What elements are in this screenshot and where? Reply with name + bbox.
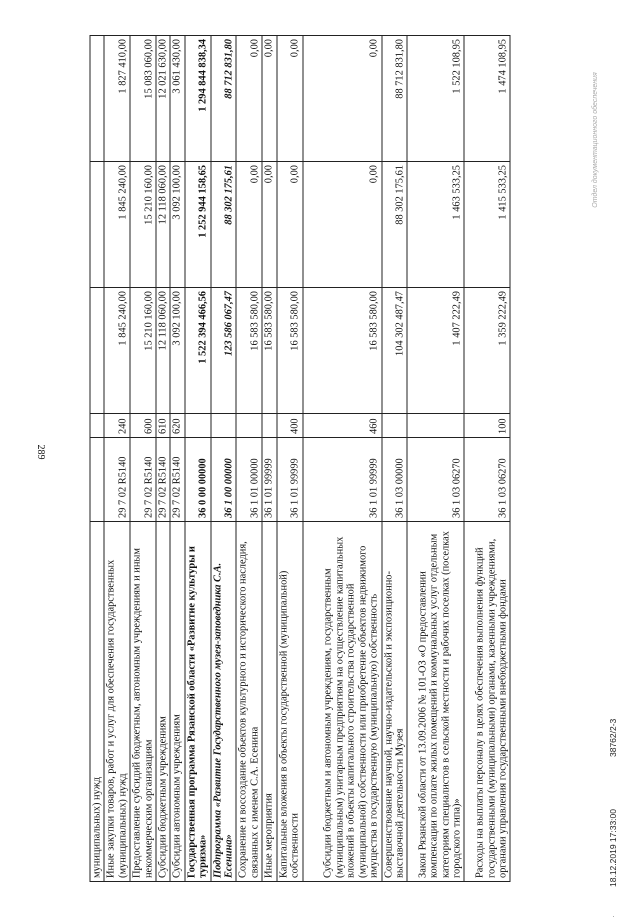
row-expense-type-cell xyxy=(236,414,262,438)
row-amount-year1-cell: 1 359 222,49 xyxy=(464,288,510,414)
row-amount-year1-cell: 1 845 240,00 xyxy=(104,288,130,414)
row-target-code-cell: 29 7 02 R5140 xyxy=(156,438,170,522)
row-expense-type-cell xyxy=(90,414,104,438)
row-expense-type-cell: 620 xyxy=(170,414,184,438)
row-amount-year1-cell: 3 092 100,00 xyxy=(170,288,184,414)
footer-mark: · xyxy=(608,915,618,918)
row-target-code-cell: 29 7 02 R5140 xyxy=(130,438,156,522)
row-amount-year2-cell: 12 118 060,00 xyxy=(156,162,170,288)
table-row xyxy=(407,36,464,882)
row-amount-year1-cell: 16 583 580,00 xyxy=(236,288,262,414)
footer-doc-code: 38762/2-3 xyxy=(608,718,618,757)
row-expense-type-cell xyxy=(382,414,408,438)
row-amount-year3-cell: 3 061 430,00 xyxy=(170,36,184,162)
row-expense-type-cell: 100 xyxy=(464,414,510,438)
row-name-cell: Предоставление субсидий бюджетным, автономным учреждениям и иным некоммерческим организациям xyxy=(130,522,156,882)
footer-timestamp: 18.12.2019 17:33:00 xyxy=(608,809,618,887)
row-amount-year1-cell: 1 407 222,49 xyxy=(407,288,464,414)
row-name-cell: Субсидии бюджетным и автономным учреждениям, государственным (муниципальным) унитарным предприятиям на осуществление капитальных вложений в объекты капитального строительства государственной (муниципальной) собственности или приобретение объектов недвижимого имущества в государственную (муниципальную) собственность xyxy=(303,522,382,882)
row-expense-type-cell: 610 xyxy=(156,414,170,438)
table-row xyxy=(170,36,184,882)
row-expense-type-cell: 460 xyxy=(303,414,382,438)
budget-table-body xyxy=(90,36,510,882)
row-amount-year3-cell: 1 474 108,95 xyxy=(464,36,510,162)
row-amount-year3-cell: 15 083 060,00 xyxy=(130,36,156,162)
page-number: 289 xyxy=(35,444,46,460)
row-amount-year1-cell: 104 302 487,47 xyxy=(382,288,408,414)
row-target-code-cell xyxy=(90,438,104,522)
row-target-code-cell: 29 7 02 R5140 xyxy=(170,438,184,522)
row-name-cell: Подпрограмма «Развитие Государственного музея-заповедника С.А. Есенина» xyxy=(211,522,237,882)
row-target-code-cell: 29 7 02 R5140 xyxy=(104,438,130,522)
row-amount-year2-cell: 3 092 100,00 xyxy=(170,162,184,288)
row-amount-year1-cell: 15 210 160,00 xyxy=(130,288,156,414)
row-amount-year3-cell: 0,00 xyxy=(303,36,382,162)
row-amount-year1-cell: 16 583 580,00 xyxy=(303,288,382,414)
row-amount-year1-cell xyxy=(90,288,104,414)
row-amount-year2-cell: 0,00 xyxy=(277,162,303,288)
row-name-cell: Капитальные вложения в объекты государственной (муниципальной) собственности xyxy=(277,522,303,882)
row-name-cell: Субсидии бюджетным учреждениям xyxy=(156,522,170,882)
row-expense-type-cell xyxy=(211,414,237,438)
row-amount-year2-cell xyxy=(90,162,104,288)
table-row xyxy=(277,36,303,882)
table-row xyxy=(262,36,276,882)
row-name-cell: Иные закупки товаров, работ и услуг для обеспечения государственных (муниципальных) нужд xyxy=(104,522,130,882)
row-amount-year3-cell xyxy=(90,36,104,162)
row-target-code-cell: 36 1 03 06270 xyxy=(464,438,510,522)
table-row xyxy=(104,36,130,882)
row-name-cell: Сохранение и воссоздание объектов культурного и исторического наследия, связанных с именем С.А. Есенина xyxy=(236,522,262,882)
row-name-cell: Государственная программа Рязанской области «Развитие культуры и туризма» xyxy=(185,522,211,882)
row-amount-year3-cell: 88 712 831,80 xyxy=(382,36,408,162)
row-name-cell: Закон Рязанской области от 13.09.2006 № 101-ОЗ «О предоставлении компенсации по оплате жилых помещений и коммунальных услуг отдельным категориям специалистов в сельской местности и рабочих поселках (поселках городского типа)» xyxy=(407,522,464,882)
row-amount-year2-cell: 88 302 175,61 xyxy=(211,162,237,288)
table-row xyxy=(303,36,382,882)
row-expense-type-cell: 400 xyxy=(277,414,303,438)
row-expense-type-cell: 240 xyxy=(104,414,130,438)
row-target-code-cell: 36 1 01 00000 xyxy=(236,438,262,522)
office-stamp: Отдел документационного обеспечения xyxy=(592,72,599,208)
row-amount-year2-cell: 1 845 240,00 xyxy=(104,162,130,288)
row-amount-year3-cell: 1 522 108,95 xyxy=(407,36,464,162)
row-expense-type-cell xyxy=(262,414,276,438)
table-row xyxy=(236,36,262,882)
row-target-code-cell: 36 1 01 99999 xyxy=(303,438,382,522)
row-amount-year2-cell: 0,00 xyxy=(236,162,262,288)
row-amount-year3-cell: 1 294 844 838,34 xyxy=(185,36,211,162)
row-name-cell: Субсидии автономным учреждениям xyxy=(170,522,184,882)
row-amount-year1-cell: 16 583 580,00 xyxy=(262,288,276,414)
row-amount-year2-cell: 88 302 175,61 xyxy=(382,162,408,288)
row-target-code-cell: 36 1 01 99999 xyxy=(262,438,276,522)
row-amount-year2-cell: 15 210 160,00 xyxy=(130,162,156,288)
table-row xyxy=(211,36,237,882)
row-amount-year2-cell: 1 252 944 158,65 xyxy=(185,162,211,288)
row-amount-year1-cell: 12 118 060,00 xyxy=(156,288,170,414)
row-target-code-cell: 36 1 03 06270 xyxy=(407,438,464,522)
row-expense-type-cell xyxy=(407,414,464,438)
budget-table xyxy=(90,35,511,882)
row-target-code-cell: 36 1 00 00000 xyxy=(211,438,237,522)
row-amount-year3-cell: 88 712 831,80 xyxy=(211,36,237,162)
row-name-cell: Расходы на выплаты персоналу в целях обеспечения выполнения функций государственными (муниципальными) органами, казенными учреждениями, органами управления государственными внебюджетными фондами xyxy=(464,522,510,882)
row-amount-year2-cell: 1 415 533,25 xyxy=(464,162,510,288)
row-amount-year2-cell: 0,00 xyxy=(262,162,276,288)
row-expense-type-cell: 600 xyxy=(130,414,156,438)
row-target-code-cell: 36 0 00 00000 xyxy=(185,438,211,522)
row-amount-year1-cell: 16 583 580,00 xyxy=(277,288,303,414)
row-name-cell: Совершенствование научной, научно-издательской и экспозиционно-выставочной деятельности Музея xyxy=(382,522,408,882)
rotated-page xyxy=(90,36,567,882)
row-amount-year3-cell: 1 827 410,00 xyxy=(104,36,130,162)
table-row xyxy=(464,36,510,882)
row-amount-year3-cell: 0,00 xyxy=(236,36,262,162)
row-name-cell: муниципальных) нужд xyxy=(90,522,104,882)
table-row xyxy=(130,36,156,882)
row-amount-year2-cell: 1 463 533,25 xyxy=(407,162,464,288)
row-amount-year1-cell: 123 586 067,47 xyxy=(211,288,237,414)
document-footer xyxy=(606,12,622,918)
row-expense-type-cell xyxy=(185,414,211,438)
table-row xyxy=(382,36,408,882)
row-amount-year3-cell: 0,00 xyxy=(262,36,276,162)
table-row xyxy=(156,36,170,882)
table-row xyxy=(90,36,104,882)
row-amount-year3-cell: 12 021 630,00 xyxy=(156,36,170,162)
row-target-code-cell: 36 1 03 00000 xyxy=(382,438,408,522)
row-name-cell: Иные мероприятия xyxy=(262,522,276,882)
table-row xyxy=(185,36,211,882)
row-target-code-cell: 36 1 01 99999 xyxy=(277,438,303,522)
row-amount-year3-cell: 0,00 xyxy=(277,36,303,162)
row-amount-year2-cell: 0,00 xyxy=(303,162,382,288)
row-amount-year1-cell: 1 522 394 466,56 xyxy=(185,288,211,414)
